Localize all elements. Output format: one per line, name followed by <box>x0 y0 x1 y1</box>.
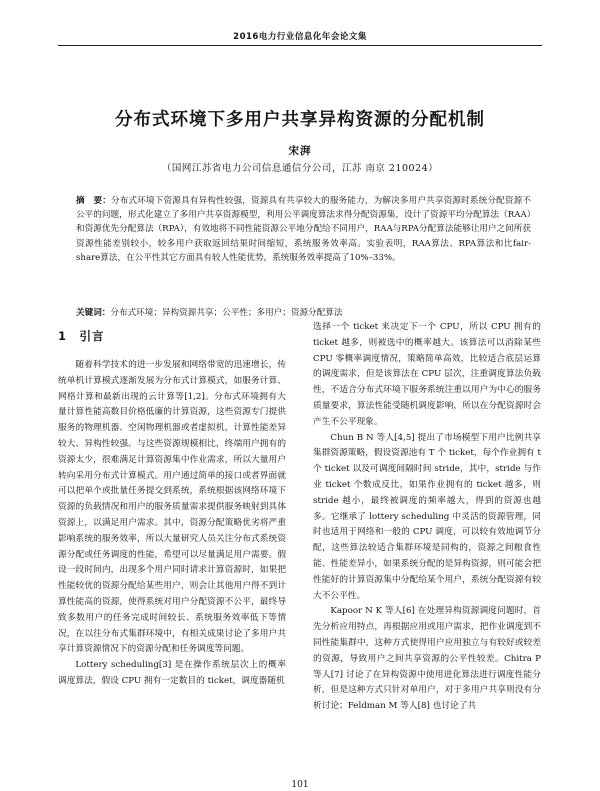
right-column <box>313 320 541 715</box>
paragraph: 选择一个 ticket 来决定下一个 CPU，所以 CPU 拥有的 ticket 越多，则被选中的概率越大。该算法可以消除某些 CPU 零概率调度情况，策略简单高效，比较适合底层运算的调度需求，但是该算法在 CPU 层次，注重调度算法负载性，不适合分布式环境下服务系统注重以用户为中心的服务质量要求，算法性能受随机调度影响，所以在分配资源时会产生不公平现象。 <box>313 322 541 427</box>
abstract-label: 摘 要： <box>76 196 112 206</box>
left-column <box>58 358 286 690</box>
running-head: 2016电力行业信息化年会论文集 <box>233 32 367 42</box>
paragraph: Kapoor N K 等人[6] 在处理异构资源调度问题时，首先分析应用特点，再根据应用或用户需求，把作业调度到不同性能集群中，这种方式使得用户应用独立与有较好或较差的资源，导致用户之间共享资源的公平性较差。Chitra P 等人[7] 讨论了在异构资源中使用进化算法进行调度性能分析，但是这种方式只针对单用户，对于多用户共享则没有分析讨论；Feldman M 等人[8] 也讨论了共 <box>313 606 541 712</box>
paper-title: 分布式环境下多用户共享异构资源的分配机制 <box>115 110 485 130</box>
section-heading-introduction: 1 引言 <box>58 329 105 343</box>
header-rule <box>58 45 542 46</box>
paragraph: 随着科学技术的进一步发展和网络带宽的迅速增长，传统单机计算模式逐渐发展为分布式计算模式，如服务计算、网格计算和最新出现的云计算等[1,2]。分布式环境拥有大量计算性能高数目价格低廉的计算资源，这些资源专门提供服务的物理机器、空闲物理机器或者虚拟机，计算性能差异较大、异构性较强。与这些资源规模相比，终端用户拥有的资源太少，很难满足计算资源集中作业需求，所以大量用户转向采用分布式计算模式。用户通过简单的接口或者界面就可以把单个或批量任务提交到系统，系统根据该网络环境下资源的负载情况和用户的服务质量需求提供服务映射到具体资源上，以满足用户需求。其中，资源分配策略优劣将严重影响系统的服务效率，所以大量研究人员关注分布式系统资源分配或任务调度的性能，希望可以尽量满足用户需要。假设一段时间内，出现多个用户同时请求计算资源时，如果把性能较优的资源分配给某些用户，则会让其他用户得不到计算性能高的资源，使得系统对用户分配资源不公平，最终导致多数用户的任务完成时间较长、系统服务效率低下等情况，在以往分布式集群环境中，有相关成果讨论了多用户共享计算资源情况下的资源分配和任务调度等问题。 <box>58 360 286 655</box>
paragraph: Lottery scheduling[3] 是在操作系统层次上的概率调度算法，假设 CPU 拥有一定数目的 ticket，调度器随机 <box>58 660 286 686</box>
author-affiliation: （国网江苏省电力公司信息通信分公司，江苏 南京 210024） <box>161 163 439 174</box>
paragraph: Chun B N 等人[4,5] 提出了市场模型下用户比例共享集群资源策略，假设资源池有 T 个 ticket，每个作业拥有 t 个 ticket 以及可调度间隔时间 stride，其中，stride 与作业 ticket 个数成反比，如果作业拥有的 ticket 越多，则 stride 越小，最终被调度的频率越大，得到的资源也越多。它继承了 lottery scheduling 中灵活的资源管理，同时也适用于网络和一般的 CPU 调度，可以较有效地调节分配，这些算法较适合集群环境是同构的，资源之间粮食性能、性能差异小，如果系统分配的是异构资源，则可能会把性能好的计算资源集中分配给某个用户，系统分配资源有较大不公平性。 <box>313 432 541 601</box>
keywords-text: 分布式环境；异构资源共享；公平性；多用户；资源分配算法 <box>110 308 343 318</box>
author-name: 宋湃 <box>288 145 312 157</box>
abstract-text: 分布式环境下资源具有异构性较强，资源具有共享较大的服务能力，为解决多用户共享资源时系统分配资源不公平的问题，形式化建立了多用户共享资源模型，利用公平调度算法求得分配资源集，设计了资源平均分配算法（RAA）和资源优先分配算法（RPA），有效地将不同性能资源公平地分配给不同用户，RAA与RPA分配算法能够让用户之间所获资源性能差别较小，较多用户获取返回结果时间缩短，系统服务效率高。实验表明，RAA算法、RPA算法和比fair-share算法，在公平性其它方面具有较人性能优势，系统服务效率提高了10%–33%。 <box>76 196 531 263</box>
keywords <box>76 306 531 320</box>
keywords-label: 关键词： <box>76 308 111 318</box>
abstract <box>76 194 531 265</box>
page-number: 101 <box>291 780 309 790</box>
